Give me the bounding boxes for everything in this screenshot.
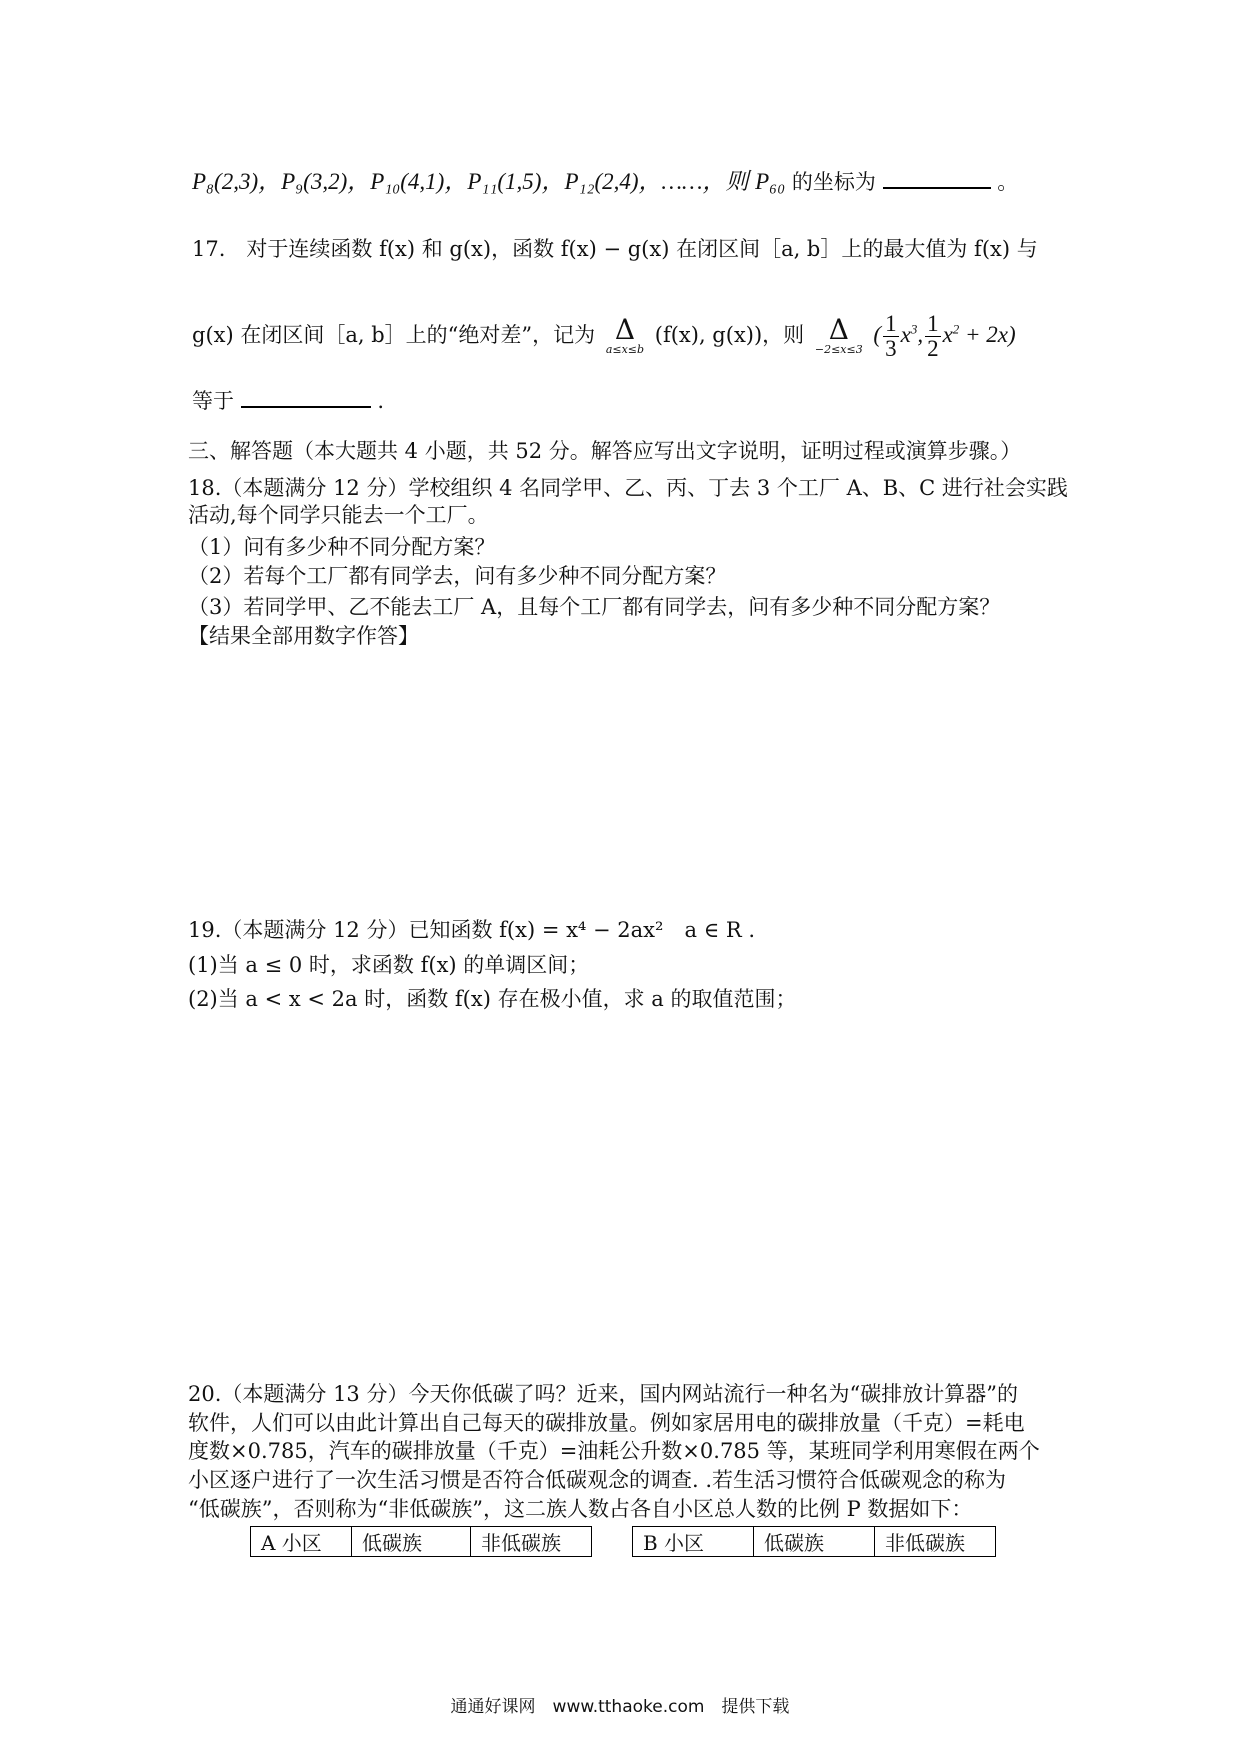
q20-line-4: 小区逐户进行了一次生活习惯是否符合低碳观念的调查. .若生活习惯符合低碳观念的称为 — [188, 1468, 1007, 1492]
q16-line — [192, 168, 1018, 196]
q18-note: 【结果全部用数字作答】 — [188, 624, 419, 648]
q20-line-1: 20.（本题满分 13 分）今天你低碳了吗？近来，国内网站流行一种名为“碳排放计算器”的 — [188, 1382, 1018, 1406]
q17-answer-blank — [241, 388, 371, 408]
table-a-header-non-low-carbon: 非低碳族 — [471, 1527, 592, 1557]
q20-line-5: “低碳族”，否则称为“非低碳族”，这二族人数占各自小区总人数的比例 P 数据如下： — [188, 1497, 973, 1521]
fraction-one-third: $\frac{1}{3}$ — [885, 311, 897, 361]
q16-answer-blank — [883, 169, 991, 189]
q19-part-1: (1)当 a ≤ 0 时，求函数 f(x) 的单调区间； — [188, 953, 590, 977]
table-b-header-low-carbon: 低碳族 — [754, 1527, 875, 1557]
delta-icon-2: Δ — [828, 313, 849, 347]
q16-suffix: 的坐标为 — [791, 170, 876, 194]
q17-line-3 — [192, 388, 384, 415]
q18-line-2: 活动,每个同学只能去一个工厂。 — [188, 503, 489, 527]
q16-end: 。 — [997, 170, 1019, 194]
q18-part-3: （3）若同学甲、乙不能去工厂 A，且每个工厂都有同学去，问有多少种不同分配方案？ — [188, 595, 1001, 619]
delta-limit-2: −2≤x≤3 — [814, 343, 863, 357]
delta-icon: Δ — [614, 313, 636, 347]
q17-equals: 等于 — [192, 389, 234, 413]
q17-line-1: 17. 对于连续函数 f(x) 和 g(x)，函数 f(x) − g(x) 在闭区间［a, b］上的最大值为 f(x) 与 — [192, 237, 1038, 261]
q18-line-1: 18.（本题满分 12 分）学校组织 4 名同学甲、乙、丙、丁去 3 个工厂 A、B、C 进行社会实践 — [188, 476, 1068, 500]
q17-text-b: (f(x), g(x))，则 — [654, 322, 805, 347]
fraction-one-half: $\frac{1}{2}$ — [927, 311, 939, 361]
q20-line-3: 度数×0.785，汽车的碳排放量（千克）=油耗公升数×0.785 等，某班同学利用寒假在两个 — [188, 1439, 1040, 1463]
table-row — [251, 1527, 592, 1557]
table-b-district — [632, 1526, 996, 1557]
table-a-district — [250, 1526, 592, 1557]
q17-text-a: g(x) 在闭区间［a, b］上的“绝对差”，记为 — [192, 322, 596, 347]
q19-line-1: 19.（本题满分 12 分）已知函数 f(x) = x⁴ − 2ax² a ∈ R . — [188, 918, 756, 942]
table-row — [633, 1527, 996, 1557]
absolute-difference-symbol — [605, 313, 645, 357]
table-b-header-non-low-carbon: 非低碳族 — [875, 1527, 996, 1557]
absolute-difference-symbol-2 — [814, 313, 863, 357]
q17-line-2 — [192, 312, 1016, 361]
section-3-heading: 三、解答题（本大题共 4 小题，共 52 分。解答应写出文字说明，证明过程或演算步骤。） — [188, 439, 1022, 463]
q20-line-2: 软件，人们可以由此计算出自己每天的碳排放量。例如家居用电的碳排放量（千克）=耗电 — [188, 1411, 1025, 1435]
q16-points: P₈(2,3)，P₉(3,2)，P₁₀(4,1)，P₁₁(1,5)，P₁₂(2,4)，……，则 — [192, 169, 749, 194]
q17-expression: ( $\frac{1}{3}$ $x^3$, $\frac{1}{2}$ $x^2 + 2x$) — [873, 311, 1016, 361]
q17-end: . — [377, 389, 385, 413]
q18-part-2: （2）若每个工厂都有同学去，问有多少种不同分配方案？ — [188, 564, 727, 588]
table-a-header-low-carbon: 低碳族 — [352, 1527, 471, 1557]
page-footer: 通通好课网 www.tthaoke.com 提供下载 — [450, 1697, 790, 1717]
q18-part-1: （1）问有多少种不同分配方案？ — [188, 535, 496, 559]
table-a-header-district: A 小区 — [251, 1527, 352, 1557]
delta-limit-1: a≤x≤b — [605, 343, 645, 357]
table-b-header-district: B 小区 — [633, 1527, 754, 1557]
q16-target: P₆₀ — [755, 169, 786, 194]
q19-part-2: (2)当 a < x < 2a 时，函数 f(x) 存在极小值，求 a 的取值范围； — [188, 987, 797, 1011]
